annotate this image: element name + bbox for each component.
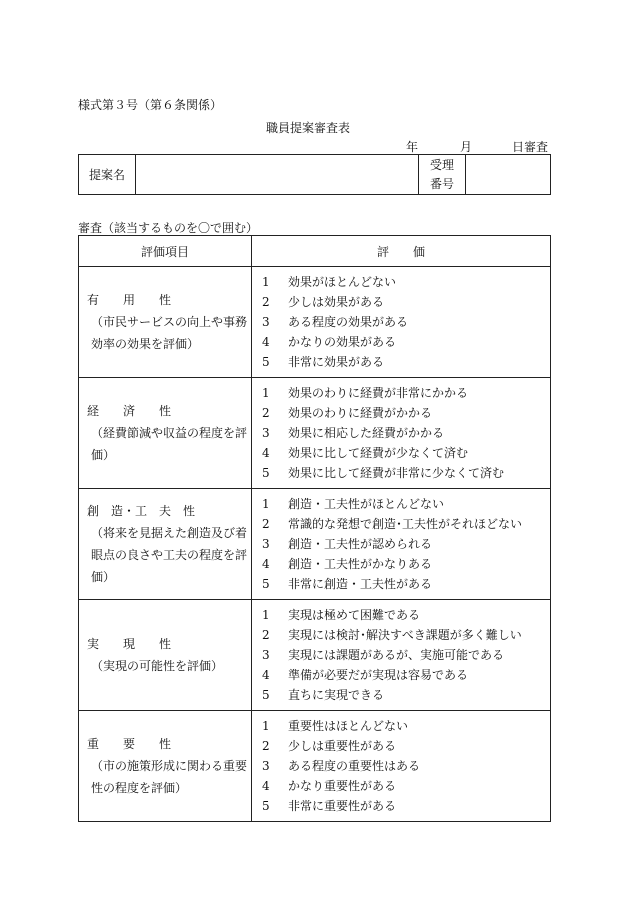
level-option[interactable] [252, 494, 550, 514]
criterion-row [79, 378, 551, 489]
column-header-item: 評価項目 [79, 236, 252, 267]
level-number: 2 [262, 739, 270, 753]
level-text: 準備が必要だが実現は容易である [288, 668, 469, 682]
level-option[interactable] [252, 383, 550, 403]
level-option[interactable] [252, 423, 550, 443]
proposal-name-field[interactable] [136, 155, 419, 195]
level-number: 1 [262, 608, 270, 622]
levels-cell [252, 267, 551, 378]
receipt-label-line2: 番号 [429, 176, 454, 191]
level-text: 少しは効果がある [288, 295, 385, 309]
level-number: 1 [262, 719, 270, 733]
level-text: 効果がほとんどない [288, 275, 397, 289]
level-option[interactable] [252, 716, 550, 736]
level-text: 効果に比して経費が少なくて済む [288, 446, 469, 460]
levels-cell [252, 600, 551, 711]
level-option[interactable] [252, 736, 550, 756]
level-text: 重要性はほとんどない [288, 719, 409, 733]
level-option[interactable] [252, 574, 550, 594]
level-number: 5 [262, 799, 270, 813]
date-year-label: 年 [406, 140, 419, 154]
level-option[interactable] [252, 625, 550, 645]
level-text: かなりの効果がある [288, 335, 397, 349]
receipt-number-label [419, 155, 466, 195]
level-text: 創造・工夫性が認められる [288, 537, 433, 551]
level-text: 効果のわりに経費が非常にかかる [288, 386, 469, 400]
level-option[interactable] [252, 534, 550, 554]
level-number: 3 [262, 648, 270, 662]
date-month-label: 月 [460, 140, 473, 154]
levels-cell [252, 489, 551, 600]
criterion-cell [79, 600, 252, 711]
level-number: 2 [262, 517, 270, 531]
level-option[interactable] [252, 605, 550, 625]
criterion-description: （将来を見据えた創造及び着眼点の良さや工夫の程度を評価） [91, 526, 248, 584]
level-text: 実現には検討･解決すべき課題が多く難しい [288, 628, 522, 642]
level-text: 効果に比して経費が非常に少なくて済む [288, 466, 505, 480]
level-text: 非常に重要性がある [288, 799, 397, 813]
level-number: 1 [262, 497, 270, 511]
levels-cell [252, 378, 551, 489]
level-text: 実現は極めて困難である [288, 608, 421, 622]
level-number: 4 [262, 668, 270, 682]
level-number: 3 [262, 426, 270, 440]
level-number: 4 [262, 446, 270, 460]
section-label: 審査（該当するものを〇で囲む） [78, 221, 259, 235]
criterion-row [79, 267, 551, 378]
level-option[interactable] [252, 554, 550, 574]
level-number: 3 [262, 537, 270, 551]
level-option[interactable] [252, 463, 550, 483]
criterion-name: 実 現 性 [87, 637, 172, 651]
level-number: 2 [262, 406, 270, 420]
level-option[interactable] [252, 332, 550, 352]
level-text: かなり重要性がある [288, 779, 397, 793]
level-option[interactable] [252, 312, 550, 332]
proposal-header-table [78, 154, 551, 195]
level-text: 創造・工夫性がかなりある [288, 557, 433, 571]
level-number: 2 [262, 295, 270, 309]
level-text: 効果のわりに経費がかかる [288, 406, 433, 420]
level-option[interactable] [252, 352, 550, 372]
level-option[interactable] [252, 776, 550, 796]
level-text: 創造・工夫性がほとんどない [288, 497, 445, 511]
level-text: 非常に創造・工夫性がある [288, 577, 433, 591]
criterion-row [79, 489, 551, 600]
criterion-cell [79, 378, 252, 489]
criterion-description: （経費節減や収益の程度を評価） [91, 426, 248, 462]
page-title: 職員提案審査表 [266, 121, 351, 135]
level-number: 3 [262, 759, 270, 773]
criterion-description: （市の施策形成に関わる重要性の程度を評価） [91, 759, 248, 795]
level-text: 非常に効果がある [288, 355, 385, 369]
level-option[interactable] [252, 514, 550, 534]
level-number: 1 [262, 275, 270, 289]
level-option[interactable] [252, 272, 550, 292]
receipt-number-field[interactable] [466, 155, 551, 195]
levels-cell [252, 711, 551, 822]
level-number: 1 [262, 386, 270, 400]
form-number: 様式第３号（第６条関係） [78, 98, 223, 112]
criterion-name: 重 要 性 [87, 737, 172, 751]
criterion-cell [79, 267, 252, 378]
level-text: 実現には課題があるが、実施可能である [288, 648, 505, 662]
criterion-cell [79, 489, 252, 600]
proposal-name-label: 提案名 [79, 155, 136, 195]
level-text: 常識的な発想で創造･工夫性がそれほどない [288, 517, 523, 531]
level-number: 4 [262, 335, 270, 349]
criterion-cell [79, 711, 252, 822]
level-option[interactable] [252, 292, 550, 312]
level-text: ある程度の効果がある [288, 315, 409, 329]
level-text: ある程度の重要性はある [288, 759, 421, 773]
level-text: 少しは重要性がある [288, 739, 397, 753]
level-option[interactable] [252, 403, 550, 423]
level-number: 5 [262, 355, 270, 369]
criterion-description: （市民サービスの向上や事務効率の効果を評価） [91, 315, 248, 351]
level-option[interactable] [252, 443, 550, 463]
level-number: 5 [262, 688, 270, 702]
level-number: 4 [262, 779, 270, 793]
column-header-evaluation: 評 価 [252, 236, 551, 267]
level-number: 5 [262, 466, 270, 480]
level-number: 5 [262, 577, 270, 591]
level-number: 4 [262, 557, 270, 571]
criterion-row [79, 600, 551, 711]
criterion-name: 有 用 性 [87, 293, 172, 307]
level-text: 効果に相応した経費がかかる [288, 426, 445, 440]
level-option[interactable] [252, 665, 550, 685]
level-option[interactable] [252, 645, 550, 665]
date-day-review-label: 日審査 [512, 140, 549, 154]
criterion-row [79, 711, 551, 822]
receipt-label-line1: 受理 [429, 157, 454, 172]
criterion-description: （実現の可能性を評価） [91, 659, 224, 673]
criterion-name: 経 済 性 [87, 404, 172, 418]
criterion-name: 創 造・工 夫 性 [87, 504, 196, 518]
level-number: 3 [262, 315, 270, 329]
evaluation-table [78, 235, 551, 822]
level-option[interactable] [252, 796, 550, 816]
level-option[interactable] [252, 685, 550, 705]
level-number: 2 [262, 628, 270, 642]
level-option[interactable] [252, 756, 550, 776]
level-text: 直ちに実現できる [288, 688, 385, 702]
